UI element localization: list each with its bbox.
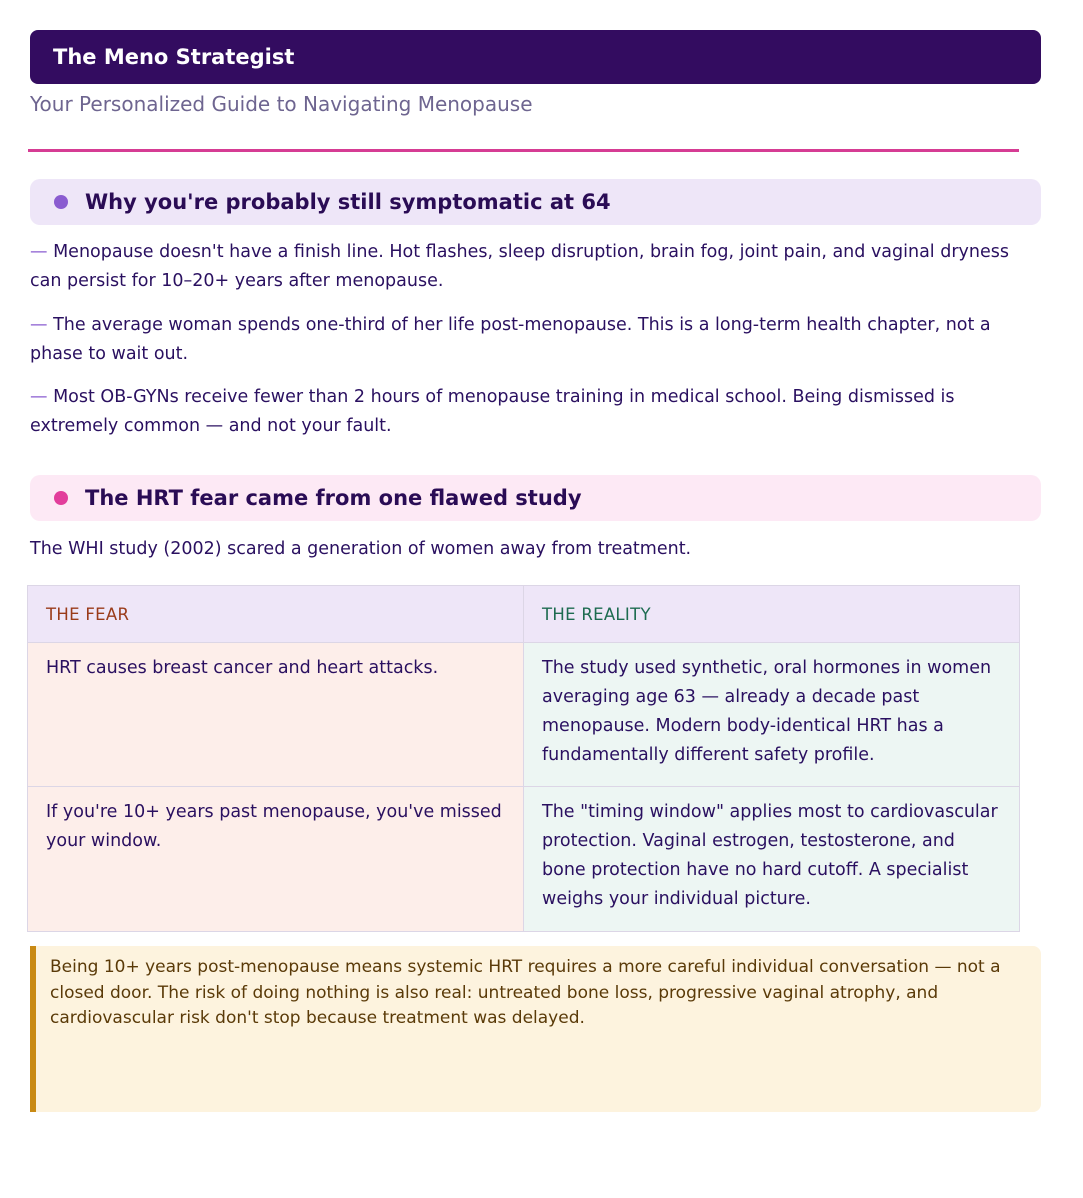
app-subtitle: Your Personalized Guide to Navigating Menopause	[30, 92, 533, 116]
section-intro: The WHI study (2002) scared a generation of women away from treatment.	[30, 539, 692, 559]
dash-marker: —	[30, 242, 48, 262]
bullet-dot-icon	[54, 195, 68, 209]
paragraph-text: Most OB-GYNs receive fewer than 2 hours of menopause training in medical school. Being dismissed is extremely common — and not your fault.	[30, 387, 955, 436]
section-title: The HRT fear came from one flawed study	[85, 486, 582, 510]
table-header-row	[28, 586, 1020, 643]
section-header-hrt	[30, 475, 1041, 521]
section-header-symptoms	[30, 179, 1041, 225]
paragraph-text: The average woman spends one-third of her life post-menopause. This is a long-term health chapter, not a phase to wait out.	[30, 315, 991, 364]
paragraph	[30, 383, 1030, 441]
bullet-dot-icon	[54, 491, 68, 505]
fear-reality-table	[27, 585, 1020, 932]
column-header-reality: THE REALITY	[524, 586, 1020, 643]
table-row	[28, 787, 1020, 932]
callout-text: Being 10+ years post-menopause means systemic HRT requires a more careful individual conversation — not a closed door. The risk of doing nothing is also real: untreated bone loss, progressive vaginal atrophy, and cardiovascular risk don't stop because treatment was delayed.	[50, 957, 1001, 1028]
section-title: Why you're probably still symptomatic at 64	[85, 190, 611, 214]
table-row	[28, 643, 1020, 787]
fear-cell: If you're 10+ years past menopause, you've missed your window.	[28, 787, 524, 932]
paragraph	[30, 238, 1030, 296]
paragraph-text: Menopause doesn't have a finish line. Hot flashes, sleep disruption, brain fog, joint pain, and vaginal dryness can persist for 10–20+ years after menopause.	[30, 242, 1009, 291]
app-title: The Meno Strategist	[53, 45, 295, 69]
header-bar	[30, 30, 1041, 84]
dash-marker: —	[30, 387, 48, 407]
header-divider	[28, 149, 1019, 152]
dash-marker: —	[30, 315, 48, 335]
reality-cell: The study used synthetic, oral hormones in women averaging age 63 — already a decade past menopause. Modern body-identical HRT has a fundamentally different safety profile.	[524, 643, 1020, 787]
fear-cell: HRT causes breast cancer and heart attacks.	[28, 643, 524, 787]
reality-cell: The "timing window" applies most to cardiovascular protection. Vaginal estrogen, testosterone, and bone protection have no hard cutoff. A specialist weighs your individual picture.	[524, 787, 1020, 932]
callout-box	[30, 946, 1041, 1112]
paragraph	[30, 311, 1030, 369]
column-header-fear: THE FEAR	[28, 586, 524, 643]
